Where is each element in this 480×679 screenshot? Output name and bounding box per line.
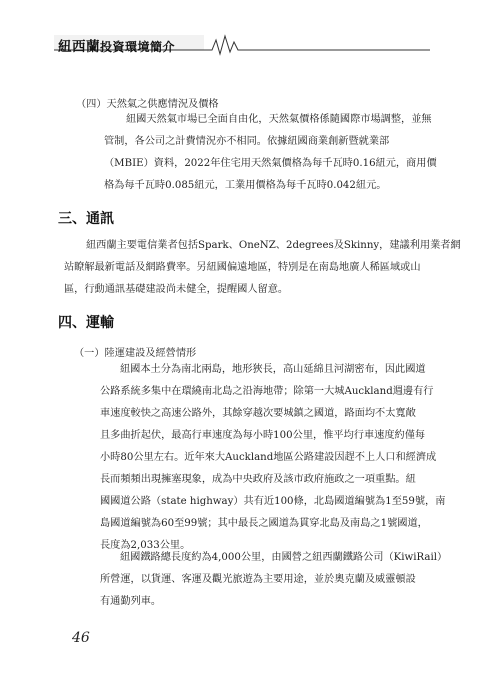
telecom-paragraph: [64, 235, 461, 301]
transport-p1-line-5: 小時80公里左右。近年來大Auckland地區公路建設因趕不上人口和經濟成: [100, 452, 437, 463]
gas-subheading: （四）天然氣之供應情況及價格: [76, 99, 219, 110]
gas-line-1: 紐國天然氣市場已全面自由化，天然氣價格係隨國際市場調整，並無: [126, 114, 432, 125]
header-title-main: 紐西蘭: [58, 39, 100, 55]
gas-line-4: 格為每千瓦時0.085紐元，工業用價格為每千瓦時0.042紐元。: [104, 180, 387, 191]
gas-paragraph: [104, 109, 437, 197]
section-heading-transport: 四、運輸: [58, 315, 114, 331]
transport-p1-line-4: 且多曲折起伏，最高行車速度為每小時100公里，惟平均行車速度約僅每: [100, 430, 426, 441]
header-title: [58, 35, 175, 55]
page-number: 46: [72, 630, 90, 646]
transport-p1-line-8: 島國道編號為60至99號；其中最長之國道為貫穿北島及南島之1號國道，: [100, 518, 428, 529]
telecom-line-2: 站瞭解最新電話及網路費率。另紐國偏遠地區，特別是在南島地廣人稀區域或山: [64, 262, 421, 273]
telecom-line-3: 區，行動通訊基礎建設尚未健全，提醒國人留意。: [64, 284, 289, 295]
transport-subheading: （一）陸運建設及經營情形: [74, 348, 197, 359]
section-heading-telecom: 三、通訊: [58, 211, 114, 227]
gas-line-2: 管制，各公司之計費情況亦不相同。依據紐國商業創新暨就業部: [104, 136, 390, 147]
transport-p1-line-1: 紐國本土分為南北兩島，地形狹長，高山延綿且河湖密布，因此國道: [120, 364, 426, 375]
transport-p2-line-1: 紐國鐵路總長度約為4,000公里，由國營之紐西蘭鐵路公司（KiwiRail）: [120, 552, 448, 563]
transport-p2-line-3: 有通勤列車。: [100, 596, 162, 607]
transport-paragraph-1: [100, 359, 445, 557]
transport-p1-line-2: 公路系統多集中在環繞南北島之沿海地帶；除第一大城Auckland週邊有行: [100, 386, 434, 397]
telecom-line-1: 紐西蘭主要電信業者包括Spark、OneNZ、2degrees及Skinny，建議利用業者網: [86, 240, 461, 251]
running-header: [0, 30, 480, 56]
header-title-sub: 投資環境簡介: [100, 40, 176, 54]
transport-p2-line-2: 所營運，以貨運、客運及觀光旅遊為主要用途，並於奧克蘭及威靈頓設: [100, 574, 416, 585]
transport-p1-line-3: 車速度較快之高速公路外，其餘穿越次要城鎮之國道，路面均不太寬敞: [100, 408, 416, 419]
transport-paragraph-2: [100, 547, 447, 613]
gas-line-3: （MBIE）資料，2022年住宅用天然氣價格為每千瓦時0.16紐元，商用價: [104, 158, 437, 169]
transport-p1-line-7: 國國道公路（state highway）共有近100條，北島國道編號為1至59號，南: [100, 496, 446, 507]
transport-p1-line-9: 長度為2,033公里。: [100, 540, 191, 551]
transport-p1-line-6: 長而頻頻出現擁塞現象，成為中央政府及該市政府施政之一項重點。紐: [100, 474, 416, 485]
